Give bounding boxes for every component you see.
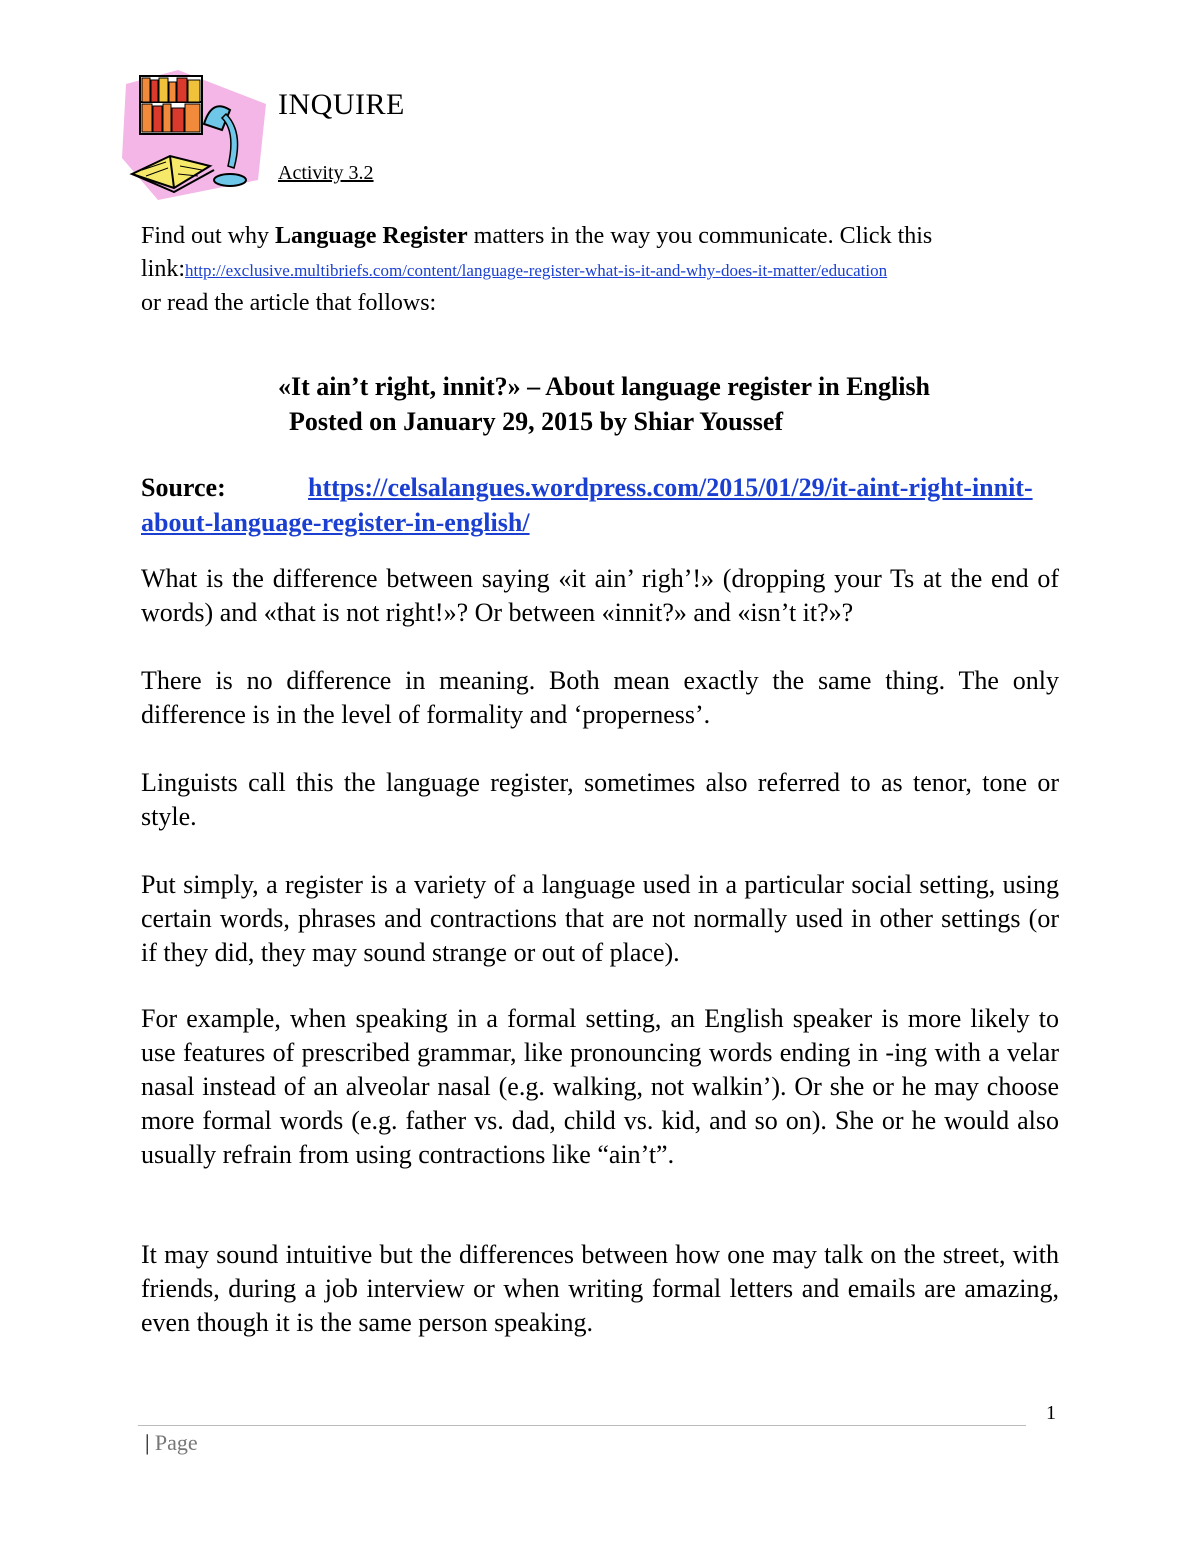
article-paragraph: There is no difference in meaning. Both mean exactly the same thing. The only difference is in the level of formality and ‘properness’. [141,666,1059,729]
footer-page-text: Page [149,1430,198,1455]
article-byline: Posted on January 29, 2015 by Shiar Youssef [289,407,784,436]
multibriefs-link[interactable]: http://exclusive.multibriefs.com/content/language-register-what-is-it-and-why-does-it-matter/education [185,261,888,280]
article-paragraph: What is the difference between saying «it ain’ righ’!» (dropping your Ts at the end of words) and «that is not right!»? Or between «innit?» and «isn’t it?»? [141,564,1059,627]
article-paragraph: Linguists call this the language register, sometimes also referred to as tenor, tone or style. [141,768,1059,831]
page-number: 1 [1046,1402,1056,1424]
article-paragraph: Put simply, a register is a variety of a language used in a particular social setting, using certain words, phrases and contractions that are not normally used in other settings (or if they did, they may sound strange or out of place). [141,870,1059,967]
footer-divider [138,1425,1026,1426]
page-title: INQUIRE [278,88,405,121]
article-paragraph: It may sound intuitive but the differences between how one may talk on the street, with friends, during a job interview or when writing formal letters and emails are amazing, even though it is the same person speaking. [141,1240,1059,1337]
intro-text-3: or read the article that follows: [141,290,437,316]
article-title: «It ain’t right, innit?» – About language register in English [278,372,931,401]
intro-text-2: matters in the way you communicate. Click this link: [141,223,933,282]
intro-paragraph [141,220,1061,320]
article-header [278,369,930,439]
page-footer-label [145,1430,198,1456]
source-link[interactable]: https://celsalangues.wordpress.com/2015/01/29/it-aint-right-innit-about-language-register-in-english/ [141,473,1033,537]
library-clipart-icon [118,62,268,202]
source-line [141,470,1059,540]
footer-separator: | [145,1430,150,1455]
intro-bold-term: Language Register [275,223,468,249]
source-label: Source: [141,473,226,502]
intro-text-1: Find out why [141,223,276,249]
activity-label: Activity 3.2 [278,162,374,184]
article-paragraph: For example, when speaking in a formal setting, an English speaker is more likely to use features of prescribed grammar, like pronouncing words ending in -ing with a velar nasal instead of an alveolar nasal (e.g. walking, not walkin’). Or she or he may choose more formal words (e.g. father vs. dad, child vs. kid, and so on). She or he would also usually refrain from using contractions like “ain’t”. [141,1004,1059,1169]
